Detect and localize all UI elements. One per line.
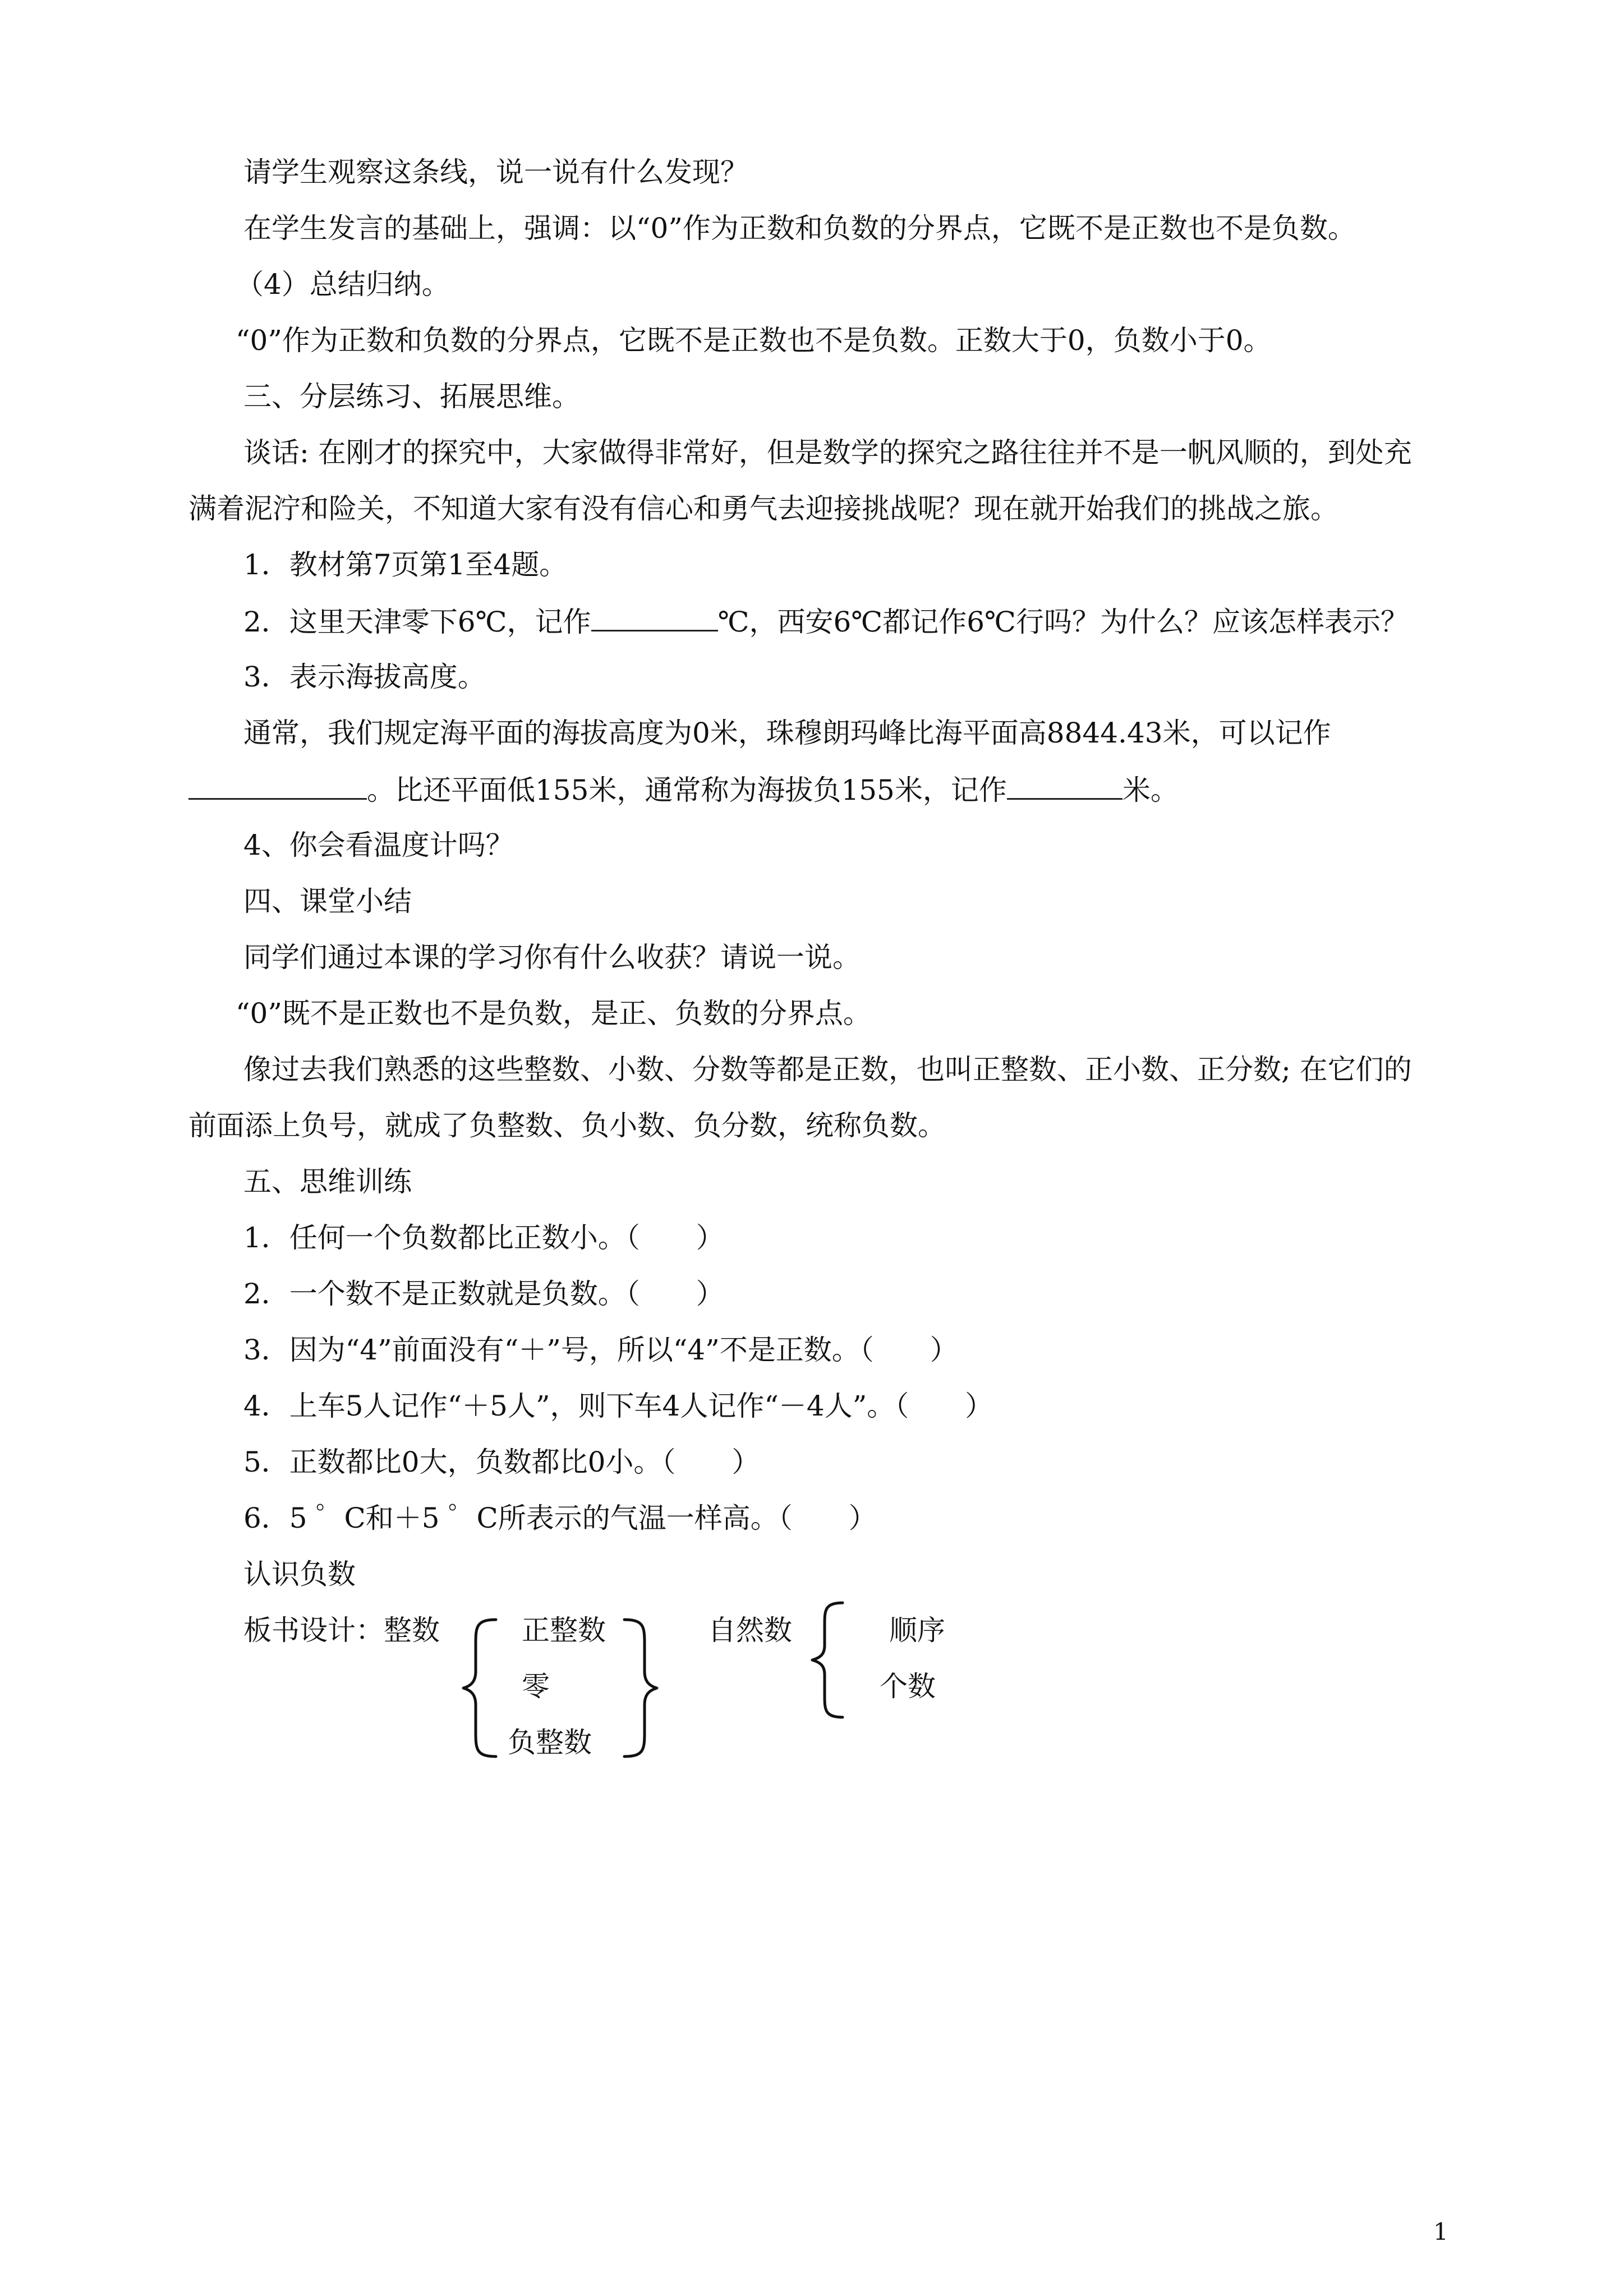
paragraph: “0”作为正数和负数的分界点，它既不是正数也不是负数。正数大于0，负数小于0。	[236, 324, 1272, 357]
question-item: 5．正数都比0大，负数都比0小。（ ）	[243, 1446, 760, 1478]
fill-blank	[188, 772, 367, 800]
left-brace-icon	[460, 1615, 510, 1761]
paragraph: 同学们通过本课的学习你有什么收获？请说一说。	[243, 941, 861, 974]
paragraph: 请学生观察这条线，说一说有什么发现？	[243, 156, 748, 188]
paragraph: “0”既不是正数也不是负数，是正、负数的分界点。	[236, 997, 871, 1030]
list-item	[0, 604, 1624, 639]
count-label: 个数	[880, 1670, 936, 1703]
question-item: 3．因为“4”前面没有“＋”号，所以“4”不是正数。（ ）	[243, 1334, 958, 1366]
question-item: 6．5 ゜C和＋5 ゜C所表示的气温一样高。（ ）	[243, 1502, 877, 1534]
section-heading: 三、分层练习、拓展思维。	[243, 380, 580, 413]
page-number: 1	[1433, 2218, 1448, 2246]
natural-number-label: 自然数	[708, 1614, 792, 1647]
zero-label: 零	[522, 1670, 550, 1703]
paragraph: 在学生发言的基础上，强调：以“0”作为正数和负数的分界点，它既不是正数也不是负数。	[243, 212, 1356, 245]
paragraph: 满着泥泞和险关，不知道大家有没有信心和勇气去迎接挑战呢？现在就开始我们的挑战之旅。	[188, 492, 1338, 525]
text-segment: ℃，西安6℃都记作6℃行吗？为什么？应该怎样表示？	[717, 606, 1409, 638]
question-item: 2．一个数不是正数就是负数。（ ）	[243, 1278, 724, 1310]
positive-integer-label: 正整数	[522, 1614, 606, 1647]
section-heading: 四、课堂小结	[243, 885, 412, 918]
fill-blank	[1007, 772, 1122, 800]
paragraph: 通常，我们规定海平面的海拔高度为0米，珠穆朗玛峰比海平面高8844.43米，可以记作	[243, 717, 1331, 749]
paragraph	[0, 772, 1624, 807]
right-brace-icon	[620, 1615, 670, 1761]
question-item: 1．任何一个负数都比正数小。（ ）	[243, 1221, 724, 1254]
negative-integer-label: 负整数	[508, 1726, 592, 1759]
paragraph: 像过去我们熟悉的这些整数、小数、分数等都是正数，也叫正整数、正小数、正分数; 在它们的	[243, 1053, 1412, 1086]
order-label: 顺序	[889, 1614, 945, 1647]
text-segment: 。比还平面低155米，通常称为海拔负155米，记作	[367, 774, 1007, 806]
question-item: 4．上车5人记作“＋5人”，则下车4人记作“－4人”。（ ）	[243, 1390, 993, 1422]
section-heading: 认识负数	[243, 1558, 356, 1590]
paragraph: 谈话: 在刚才的探究中，大家做得非常好，但是数学的探究之路往往并不是一帆风顺的，到处充	[243, 436, 1412, 469]
board-design-label: 板书设计：整数	[243, 1614, 440, 1647]
list-item: 3．表示海拔高度。	[243, 661, 486, 693]
list-item: 4、你会看温度计吗？	[243, 829, 514, 861]
list-item: 1．教材第7页第1至4题。	[243, 548, 568, 581]
paragraph: （4）总结归纳。	[236, 268, 450, 301]
text-segment: 2．这里天津零下6℃，记作	[243, 606, 591, 638]
left-brace-icon	[808, 1598, 853, 1722]
section-heading: 五、思维训练	[243, 1165, 412, 1198]
fill-blank	[591, 604, 718, 631]
paragraph: 前面添上负号，就成了负整数、负小数、负分数，统称负数。	[188, 1109, 946, 1142]
text-segment: 米。	[1122, 774, 1179, 806]
